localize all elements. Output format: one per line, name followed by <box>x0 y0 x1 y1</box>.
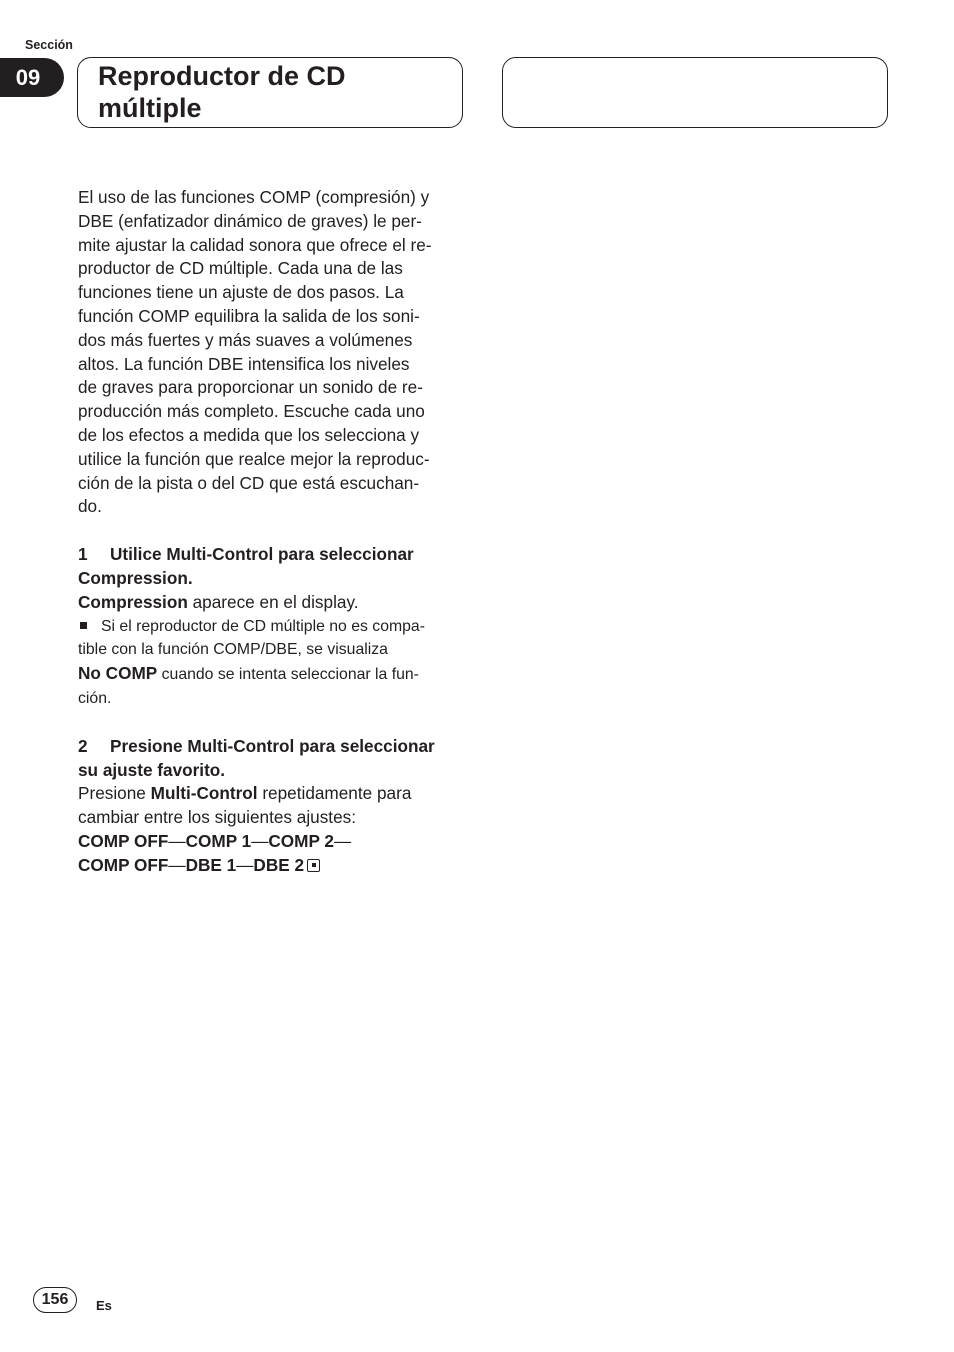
intro-line: producción más completo. Escuche cada uno <box>78 401 425 422</box>
intro-line: dos más fuertes y más suaves a volúmenes <box>78 329 413 350</box>
sequence-item: DBE 1 <box>185 854 237 875</box>
sequence-dash: — <box>168 830 186 851</box>
step-1-body-bold: Compression <box>78 591 188 612</box>
step-2-body-line-2: cambiar entre los siguientes ajustes: <box>78 807 357 828</box>
intro-line: do. <box>78 496 102 517</box>
intro-line: función COMP equilibra la salida de los soni- <box>78 305 420 326</box>
sequence-dash: — <box>168 854 186 875</box>
step-1-heading-line-1: Utilice Multi-Control para seleccionar <box>110 544 414 565</box>
step-2-body-rest: repetidamente para <box>257 783 412 804</box>
sequence-item: DBE 2 <box>253 854 305 875</box>
sequence-dash: — <box>236 854 254 875</box>
end-of-section-icon <box>307 859 320 872</box>
step-2 <box>78 735 466 878</box>
step-2-body <box>78 782 466 806</box>
sequence-item: COMP OFF <box>78 830 169 851</box>
step-2-body-pre: Presione <box>78 783 151 804</box>
page-number: 156 <box>33 1287 77 1313</box>
settings-sequence-2 <box>78 854 466 878</box>
note-line-2: tible con la función COMP/DBE, se visualiza <box>78 641 388 659</box>
sequence-item: COMP OFF <box>78 854 169 875</box>
intro-line: funciones tiene un ajuste de dos pasos. La <box>78 282 404 303</box>
title-line-2: múltiple <box>98 93 202 123</box>
intro-line: mite ajustar la calidad sonora que ofrece el re- <box>78 234 432 255</box>
page-title <box>98 60 438 124</box>
sequence-dash: — <box>333 830 352 851</box>
note-bold: No COMP <box>78 663 158 684</box>
language-code: Es <box>96 1298 112 1313</box>
note-bullet-icon <box>80 622 87 629</box>
intro-line: altos. La función DBE intensifica los niveles <box>78 353 410 374</box>
note-line-3: cuando se intenta seleccionar la fun- <box>157 666 419 684</box>
settings-sequence-1 <box>78 830 466 854</box>
intro-line: productor de CD múltiple. Cada una de las <box>78 258 403 279</box>
step-2-heading <box>78 735 466 759</box>
note-line-4: ción. <box>78 689 112 707</box>
intro-line: de graves para proporcionar un sonido de re- <box>78 377 423 398</box>
step-2-heading-line-2: su ajuste favorito. <box>78 759 226 780</box>
step-1-note <box>78 615 466 711</box>
step-1-body-rest: aparece en el display. <box>187 591 359 612</box>
empty-header-box <box>502 57 888 128</box>
section-number-badge: 09 <box>0 58 64 97</box>
sequence-dash: — <box>251 830 269 851</box>
main-column <box>78 186 466 878</box>
intro-line: El uso de las funciones COMP (compresión) y <box>78 187 430 207</box>
title-box <box>77 57 463 128</box>
intro-line: DBE (enfatizador dinámico de graves) le per- <box>78 210 422 231</box>
step-1-body <box>78 591 466 615</box>
step-2-body-bold: Multi-Control <box>150 783 258 804</box>
sequence-item: COMP 1 <box>185 830 252 851</box>
intro-line: ción de la pista o del CD que está escuchan- <box>78 472 420 493</box>
intro-paragraph <box>78 186 466 519</box>
step-2-heading-line-1: Presione Multi-Control para seleccionar <box>110 735 435 756</box>
intro-line: de los efectos a medida que los selecciona y <box>78 424 420 445</box>
sequence-item: COMP 2 <box>268 830 334 851</box>
step-1-heading <box>78 543 466 567</box>
section-label: Sección <box>25 38 73 52</box>
step-1 <box>78 543 466 711</box>
step-1-heading-line-2: Compression. <box>78 567 193 588</box>
note-line-1: Si el reproductor de CD múltiple no es compa- <box>101 617 425 635</box>
step-2-number: 2 <box>78 735 88 756</box>
intro-line: utilice la función que realce mejor la reproduc- <box>78 448 430 469</box>
step-1-number: 1 <box>78 544 88 565</box>
title-line-1: Reproductor de CD <box>98 61 346 91</box>
